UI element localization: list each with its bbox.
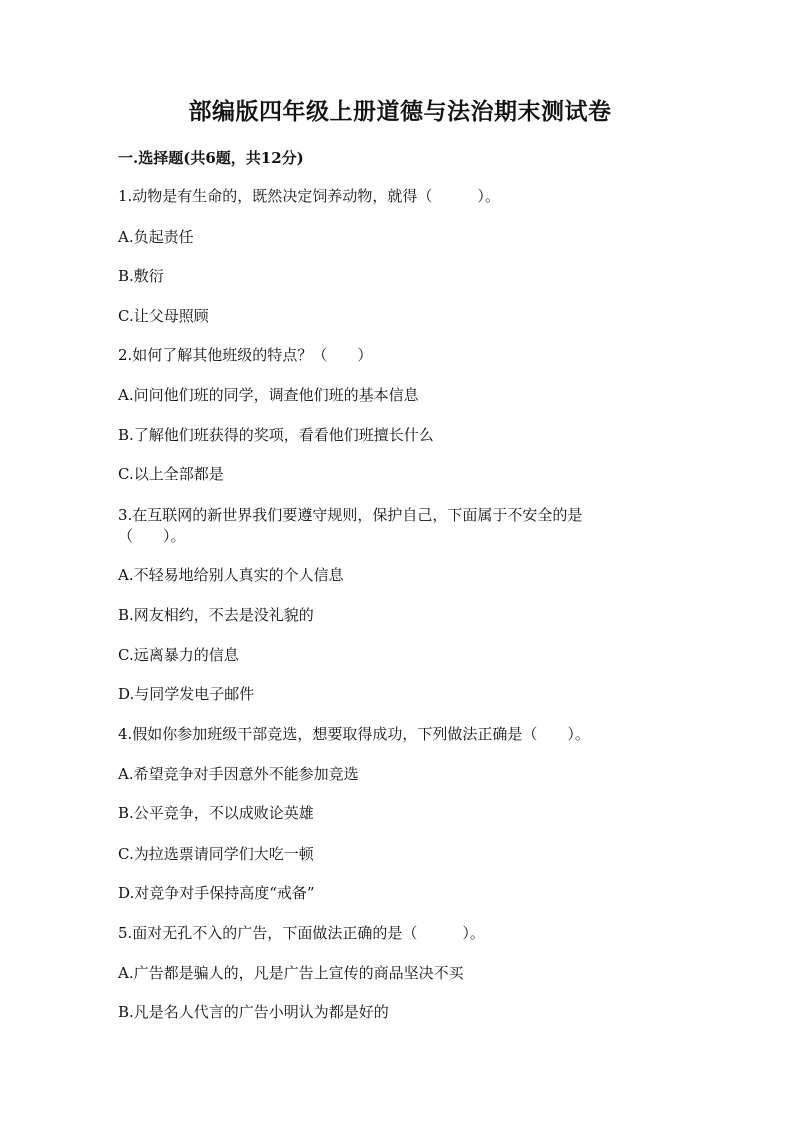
question-3-option-c: C.远离暴力的信息: [118, 646, 239, 664]
question-4-option-d: D.对竞争对手保持高度“戒备”: [118, 884, 315, 902]
question-5-stem: 5.面对无孔不入的广告，下面做法正确的是（ ）。: [118, 924, 485, 942]
question-1-option-b: B.敷衍: [118, 267, 164, 285]
question-2-option-c: C.以上全部都是: [118, 465, 224, 483]
question-3-stem: 3.在互联网的新世界我们要遵守规则，保护自己，下面属于不安全的是: [118, 506, 583, 524]
question-4-option-a: A.希望竞争对手因意外不能参加竞选: [118, 765, 359, 783]
question-3-option-b: B.网友相约，不去是没礼貌的: [118, 606, 314, 624]
question-5-option-a: A.广告都是骗人的，凡是广告上宣传的商品坚决不买: [118, 964, 464, 982]
question-1-option-c: C.让父母照顾: [118, 307, 209, 325]
question-3-stem-continued: （ ）。: [118, 527, 186, 545]
question-2-option-a: A.问问他们班的同学，调查他们班的基本信息: [118, 386, 419, 404]
question-3-option-d: D.与同学发电子邮件: [118, 685, 255, 703]
question-1-option-a: A.负起责任: [118, 228, 194, 246]
question-4-option-b: B.公平竞争，不以成败论英雄: [118, 804, 314, 822]
question-2-option-b: B.了解他们班获得的奖项，看看他们班擅长什么: [118, 426, 434, 444]
question-2-stem: 2.如何了解其他班级的特点？（ ）: [118, 346, 373, 364]
section-heading: 一.选择题(共6题，共12分): [118, 149, 304, 167]
question-4-option-c: C.为拉选票请同学们大吃一顿: [118, 845, 314, 863]
page-title: 部编版四年级上册道德与法治期末测试卷: [188, 98, 612, 125]
question-4-stem: 4.假如你参加班级干部竞选，想要取得成功，下列做法正确是（ ）。: [118, 725, 590, 743]
question-1-stem: 1.动物是有生命的，既然决定饲养动物，就得（ ）。: [118, 187, 500, 205]
question-5-option-b: B.凡是名人代言的广告小明认为都是好的: [118, 1003, 389, 1021]
question-3-option-a: A.不轻易地给别人真实的个人信息: [118, 566, 344, 584]
